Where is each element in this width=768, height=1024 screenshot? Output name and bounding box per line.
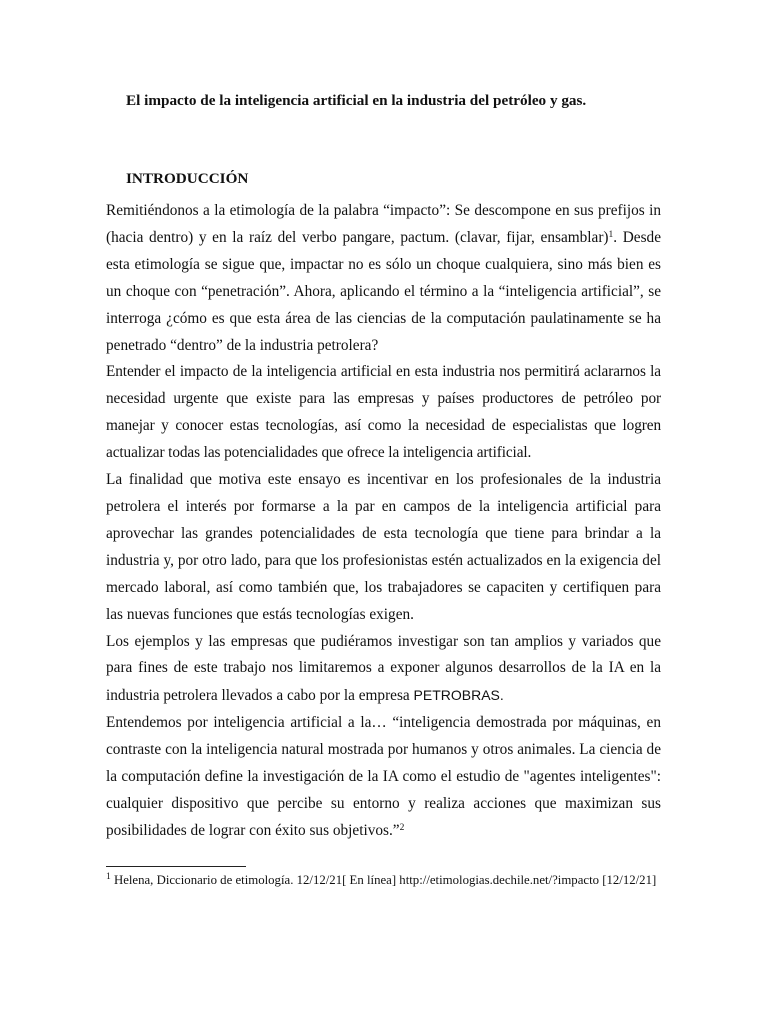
paragraph-3: La finalidad que motiva este ensayo es incentivar en los profesionales de la industria petrolera el interés por formarse a la par en campos de la inteligencia artificial para aprovechar las grandes potencialidades de esta tecnología que tiene para brindar a la industria y, por otro lado, para que los profesionistas estén actualizados en la exigencia del mercado laboral, así como también que, los trabajadores se capaciten y certifiquen para las nuevas funciones que estás tecnologías exigen.	[106, 471, 661, 623]
footnote	[106, 873, 656, 888]
footnote-reference-1[interactable]: 1	[608, 229, 614, 240]
paragraph-5	[106, 710, 661, 845]
document-title: El impacto de la inteligencia artificial en la industria del petróleo y gas.	[126, 92, 587, 109]
body-text	[106, 198, 661, 845]
section-heading: INTRODUCCIÓN	[126, 170, 249, 187]
paragraph-5-text: Entendemos por inteligencia artificial a la… “inteligencia demostrada por máquinas, en contraste con la inteligencia natural mostrada por humanos y otros animales. La ciencia de la computación define la investigación de la IA como el estudio de "agentes inteligentes": cualquier dispositivo que percibe su entorno y realiza acciones que maximizan sus posibilidades de lograr con éxito sus objetivos.”	[106, 714, 661, 839]
paragraph-2: Entender el impacto de la inteligencia artificial en esta industria nos permitirá aclararnos la necesidad urgente que existe para las empresas y países productores de petróleo por manejar y conocer estas tecnologías, así como la necesidad de especialistas que logren actualizar todas las potencialidades que ofrece la inteligencia artificial.	[106, 363, 661, 462]
footnote-separator	[106, 866, 246, 867]
paragraph-1	[106, 198, 661, 359]
paragraph-1-continuation: . Desde esta etimología se sigue que, impactar no es sólo un choque cualquiera, sino más bien es un choque con “penetración”. Ahora, aplicando el término a la “inteligencia artificial”, se interroga ¿cómo es que esta área de las ciencias de la computación paulatinamente se ha penetrado “dentro” de la industria petrolera?	[106, 228, 661, 354]
company-name: PETROBRAS.	[413, 687, 504, 704]
footnote-text: Helena, Diccionario de etimología. 12/12/21[ En línea] http://etimologias.dechile.net/?impacto [12/12/21]	[110, 873, 657, 887]
footnote-number: 1	[106, 872, 111, 882]
paragraph-1-text: Remitiéndonos a la etimología de la palabra “impacto”: Se descompone en sus prefijos in (hacia dentro) y en la raíz del verbo pangare, pactum. (clavar, fijar, ensamblar)	[106, 202, 661, 246]
paragraph-4	[106, 629, 661, 711]
footnote-reference-2[interactable]: 2	[399, 822, 405, 833]
paragraph-4-text: Los ejemplos y las empresas que pudiéramos investigar son tan amplios y variados que para fines de este trabajo nos limitaremos a exponer algunos desarrollos de la IA en la industria petrolera llevados a cabo por la empresa	[106, 632, 661, 705]
